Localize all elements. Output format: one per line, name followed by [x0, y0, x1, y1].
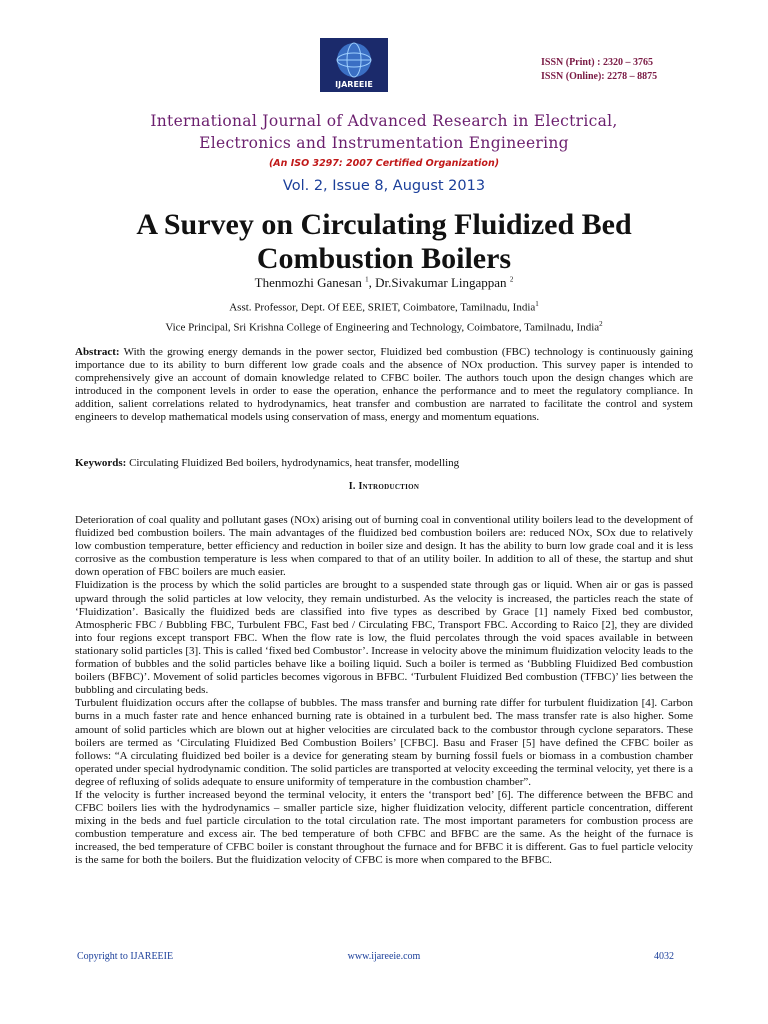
author-2: Dr.Sivakumar Lingappan: [375, 275, 507, 290]
affiliation-1: [0, 300, 768, 314]
author-2-superscript: 2: [509, 275, 514, 284]
affiliation-2-superscript: 2: [599, 320, 603, 328]
section-heading: I. Introduction: [348, 481, 420, 492]
author-line: [0, 275, 768, 291]
volume-issue: Vol. 2, Issue 8, August 2013: [282, 178, 486, 194]
affiliation-1-superscript: 1: [535, 300, 539, 308]
paragraph: Turbulent fluidization occurs after the collapse of bubbles. The mass transfer and burning rate differ for turbulent fluidization [4]. Carbon burns in a much faster rate and hence enhanced burning rate is obtained in a turbulent bed. The mass transfer rate is also higher. Some amount of solid particles which are blown out at higher velocities are circulated back to the combustor through cyclone separators. These boilers are termed as ‘Circulating Fluidized Bed Combustion Boilers’ [CFBC]. Basu and Fraser [5] have defined the CFBC boiler as follows: “A circulating fluidized bed boiler is a device for generating steam by burning fossil fuels or biomass in a combustion chamber operated under special hydrodynamic condition. The solid particles are transported at velocity exceeding the terminal velocity, yet there is a degree of refluxing of solids adequate to ensure uniformity of temperature in the combustion chamber”.: [75, 697, 693, 788]
footer-website[interactable]: www.ijareeie.com: [347, 951, 421, 962]
paragraph: Deterioration of coal quality and pollutant gases (NOx) arising out of burning coal in conventional utility boilers lead to the development of fluidized bed combustion boilers. The main advantages of the fluidized bed combustion boilers are: reduced NOx, SOx due to relatively low combustion temperature, better efficiency and reduction in boiler size and design. It has the ability to burn low grade coal and it is less corrosive as the combustion temperature is less when compared to that of an utility boiler. In addition to all of these, the startup and shut down operation of FBC boilers are much easier.: [75, 514, 693, 579]
abstract: [75, 346, 693, 425]
footer-copyright: Copyright to IJAREEIE: [77, 951, 174, 962]
logo-text: IJAREEIE: [335, 80, 373, 89]
author-1: Thenmozhi Ganesan: [254, 275, 362, 290]
affiliation-2: [0, 320, 768, 334]
keywords-text: Circulating Fluidized Bed boilers, hydrodynamics, heat transfer, modelling: [129, 457, 460, 469]
journal-name: [0, 110, 768, 154]
author-1-superscript: 1: [365, 275, 369, 284]
keywords-label: Keywords:: [75, 457, 127, 469]
keywords: [75, 457, 693, 469]
affiliation-2-text: Vice Principal, Sri Krishna College of Engineering and Technology, Coimbatore, Tamilnadu, India: [165, 321, 600, 334]
issn-print: ISSN (Print) : 2320 – 3765: [541, 57, 653, 68]
paragraph: Fluidization is the process by which the solid particles are brought to a suspended state through gas or liquid. When air or gas is passed upward through the solid particles at low velocity, they remain undisturbed. As the velocity is increased, the particles reach the state of ‘Fluidization’. Basically the fluidized beds are classified into five types as described by Grace [1] namely Fixed bed combustor, Atmospheric FBC / Bubbling FBC, Turbulent FBC, Fast bed / Circulating FBC, Transport FBC. According to Raico [2], they are divided into four regions except transport FBC. When the flow rate is low, the fluid percolates through the void spaces available in between stationary solid particles [3]. This is called ‘fixed bed Combustor’. Increase in velocity above the minimum fluidization velocity leads to the formation of bubbles and the solid particles behave like a boiling liquid. Such a boiler is termed as ‘Bubbling Fluidized Bed combustion boilers (BFBC)’. Movement of solid particles becomes vigorous in BFBC. ‘Turbulent Fluidized Bed combustion (TFBC)’ lies between the bubbling and circulating beds.: [75, 579, 693, 697]
iso-certification: (An ISO 3297: 2007 Certified Organization): [268, 158, 500, 169]
author-separator: ,: [368, 275, 376, 290]
issn-block: [541, 56, 657, 84]
affiliation-1-text: Asst. Professor, Dept. Of EEE, SRIET, Coimbatore, Tamilnadu, India: [229, 301, 536, 314]
abstract-label: Abstract:: [75, 346, 120, 358]
paragraph: If the velocity is further increased beyond the terminal velocity, it enters the ‘transport bed’ [6]. The difference between the BFBC and CFBC boilers lies with the hydrodynamics – smaller particle size, higher fluidization velocity, different particle concentration, different mixing in the beds and fuel particle circulation to the total circulation rate. The most important parameters for combustion process are combustion temperature and excess air. The bed temperature of both CFBC and BFBC are the same. As the height of the furnace is increased, the bed temperature of CFBC boiler is constant throughout the furnace and for BFBC it is different. Gas to fuel particle velocity is the same for both the boilers. But the fluidization velocity of CFBC is more when compared to the BFBC.: [75, 788, 693, 867]
issn-online: ISSN (Online): 2278 – 8875: [541, 71, 658, 82]
journal-name-line1: International Journal of Advanced Research in Electrical,: [150, 112, 618, 130]
footer-page-number: 4032: [654, 951, 674, 962]
abstract-text: With the growing energy demands in the power sector, Fluidized bed combustion (FBC) technology is continuously gaining importance due to its ability to burn different low grade coals and the absence of NOx production. This survey paper is intended to comprehensively give an account of domain knowledge related to CFBC boiler. The authors touch upon the design changes which are introduced in the component levels in order to ease the operation, enhance the performance and to meet the regulatory compliance. In addition, salient correlations related to hydrodynamics, heat transfer and combustion are narrated to facilitate the control and system engineers to develop mathematical models using conservation of mass, energy and momentum equations.: [75, 346, 693, 424]
paper-title: A Survey on Circulating Fluidized Bed Combustion Boilers: [136, 208, 632, 275]
body-text: [75, 514, 693, 868]
journal-name-line2: Electronics and Instrumentation Engineering: [199, 134, 569, 152]
journal-logo: [320, 38, 388, 92]
